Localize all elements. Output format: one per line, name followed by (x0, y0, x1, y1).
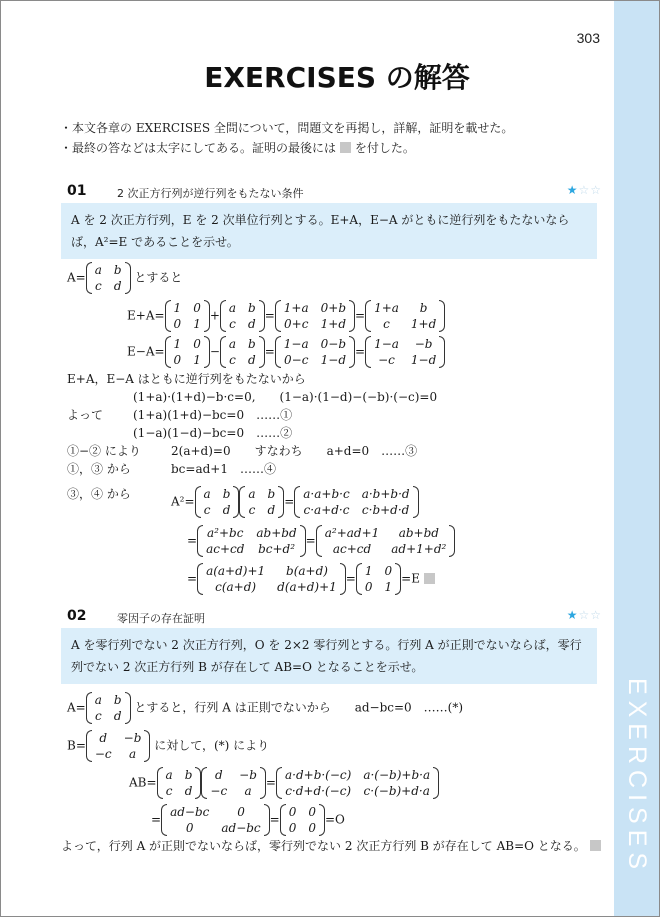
matrix-entry: a (128, 747, 137, 761)
solution-line: ③，④ から (67, 487, 131, 501)
solution-line: ①，③ から (67, 462, 131, 476)
matrix-entry: c (383, 317, 390, 331)
matrix-entry: c·d+d·(−c) (285, 784, 352, 798)
solution-line: A= a b c d とすると (67, 263, 183, 293)
difficulty-stars (567, 608, 602, 622)
matrix-entry: 0 (288, 805, 297, 819)
matrix-entry: ad−bc (170, 805, 210, 819)
matrix-entry: c (94, 709, 102, 723)
page-number: 303 (576, 30, 600, 46)
solution-line: A= a b c d とすると，行列 A は正則でないから ad−bc=0 ……(*) (67, 693, 464, 723)
matrix-entry: 0 (364, 580, 373, 594)
matrix-entry: b (419, 301, 428, 315)
difficulty-stars (567, 183, 602, 197)
matrix-entry: −c (94, 747, 112, 761)
matrix-entry: a (165, 768, 173, 782)
solution-line: (1+a)·(1+d)−b·c=0, (1−a)·(1−d)−(−b)·(−c)=0 (133, 390, 438, 404)
matrix-entry: ab+bd (398, 526, 439, 540)
matrix-entry: b (267, 487, 276, 501)
matrix-entry: d(a+d)+1 (277, 580, 337, 594)
matrix-entry: 0 (185, 821, 194, 835)
matrix-entry: 1+d (320, 317, 347, 331)
matrix-entry: 1−d (320, 353, 347, 367)
matrix-entry: a·b+b·d (361, 487, 410, 501)
solution-line: E−A= 1 0 0 1 − a b c d = 1−a 0−b 0−c 1−d = 1−a −b −c 1−d (127, 336, 445, 368)
exercise-02-header (67, 608, 602, 628)
matrix-entry: a (248, 487, 256, 501)
matrix-entry: a²+ad+1 (324, 526, 380, 540)
matrix-entry: c (203, 503, 211, 517)
matrix-entry: d (113, 279, 122, 293)
qed-square-icon (340, 142, 351, 153)
solution-line: 2(a+d)=0 すなわち a+d=0 ……③ (171, 444, 418, 458)
matrix-entry: −c (210, 784, 228, 798)
matrix-entry: a(a+d)+1 (206, 564, 266, 578)
matrix-entry: −b (123, 731, 142, 745)
matrix-entry: 0−b (320, 337, 347, 351)
matrix-entry: −c (378, 353, 395, 367)
matrix-entry: a·d+b·(−c) (284, 768, 352, 782)
matrix-entry: ac+cd (332, 542, 372, 556)
solution-line: E+A= 1 0 0 1 + a b c d = 1+a 0+b 0+c 1+d = 1+a b c 1+d (127, 300, 445, 332)
matrix-entry: 1 (193, 353, 201, 367)
exercise-title: 2 次正方行列が逆行列をもたない条件 (117, 187, 304, 200)
solution-line: = ad−bc 0 0 ad−bc = 0 0 0 0 =O (151, 805, 345, 835)
exercise-number: 01 (67, 183, 87, 199)
matrix-entry: d (113, 709, 122, 723)
matrix-entry: 0+b (320, 301, 347, 315)
intro-line: ・本文各章の EXERCISES 全問について，問題文を再掲し，詳解，証明を載せた。 (60, 121, 514, 135)
problem-box: A を零行列でない 2 次正方行列，O を 2×2 零行列とする。行列 A が正則でないならば，零行列でない 2 次正方行列 B が存在して AB=O となることを示せ。 (61, 628, 597, 684)
matrix-entry: bc+d² (258, 542, 296, 556)
matrix-entry: 1+a (374, 301, 399, 315)
matrix-entry: d (222, 503, 231, 517)
solution-line: B= d −b −c a に対して，(*) により (67, 731, 270, 761)
matrix-entry: 1+d (410, 317, 437, 331)
matrix-entry: d (248, 317, 256, 331)
matrix-entry: a·(−b)+b·a (363, 768, 431, 782)
matrix-entry: a (203, 487, 211, 501)
matrix-entry: −b (239, 768, 257, 782)
matrix-entry: c(a+d) (215, 580, 257, 594)
matrix-entry: 0 (308, 805, 316, 819)
matrix-entry: a (228, 337, 237, 351)
matrix-entry: 1 (173, 301, 182, 315)
matrix-entry: 0 (173, 353, 182, 367)
matrix-entry: d (184, 784, 193, 798)
matrix-entry: 0 (193, 301, 201, 315)
matrix-entry: b (248, 337, 256, 351)
solution-line: A²= a b c d a b c d = a·a+b·c a·b+b·d c·a+d·c c·b+d·d (171, 486, 419, 518)
star-filled-icon: ★ (566, 183, 579, 197)
solution-line: bc=ad+1 ……④ (171, 462, 276, 476)
exercise-01-header (67, 183, 602, 203)
solution-line: ①−② により (67, 444, 141, 458)
matrix-entry: 1 (173, 337, 182, 351)
matrix-entry: 0−c (284, 353, 309, 367)
page-title: EXERCISES の解答 (204, 61, 470, 94)
matrix-entry: 1+a (283, 301, 309, 315)
matrix-entry: 1 (193, 317, 201, 331)
matrix-entry: 0 (288, 821, 297, 835)
matrix-entry: ac+cd (206, 542, 245, 556)
matrix-entry: 1−a (283, 337, 309, 351)
matrix-entry: 0 (384, 564, 393, 578)
matrix-entry: 1 (364, 564, 373, 578)
matrix-entry: 0 (173, 317, 182, 331)
exercise-title: 零因子の存在証明 (117, 612, 205, 625)
matrix-entry: ad+1+d² (391, 542, 447, 556)
problem-box: A を 2 次正方行列，E を 2 次単位行列とする。E+A，E−A がともに逆行列をもたないならば，A²=E であることを示せ。 (61, 203, 597, 259)
matrix-entry: ad−bc (221, 821, 261, 835)
matrix-entry: b(a+d) (286, 564, 328, 578)
matrix-entry: 0 (193, 337, 201, 351)
matrix-entry: 1−a (374, 337, 399, 351)
matrix-entry: c·(−b)+d·a (363, 784, 430, 798)
matrix-entry: b (248, 301, 256, 315)
matrix-entry: c (229, 317, 236, 331)
matrix-entry: a (244, 784, 252, 798)
matrix-entry: c·b+d·d (361, 503, 410, 517)
matrix-entry: d (214, 768, 223, 782)
matrix-entry: c (94, 279, 102, 293)
matrix-entry: a (94, 693, 102, 707)
matrix-entry: d (267, 503, 276, 517)
matrix-entry: b (222, 487, 231, 501)
matrix-entry: 1 (384, 580, 393, 594)
solution-line: AB= a b c d d −b −c a = a·d+b·(−c) a·(−b)+b·a c·d+d·(−c) c·(−b)+d·a (129, 767, 439, 799)
matrix-entry: b (184, 768, 193, 782)
matrix-entry: a·a+b·c (303, 487, 350, 501)
matrix-entry: c (248, 503, 256, 517)
matrix-entry: c (229, 353, 236, 367)
intro-line: ・最終の答などは太字にしてある。証明の最後には を付した。 (60, 141, 415, 155)
solution-line: = a²+bc ab+bd ac+cd bc+d² = a²+ad+1 ab+bd ac+cd ad+1+d² (187, 525, 455, 557)
matrix-entry: c·a+d·c (303, 503, 350, 517)
matrix-entry: 0+c (284, 317, 309, 331)
matrix-entry: a (94, 263, 102, 277)
matrix-entry: 1−d (410, 353, 437, 367)
star-empty-icon: ☆☆ (578, 608, 602, 622)
exercise-number: 02 (67, 608, 87, 624)
matrix-entry: d (99, 731, 108, 745)
matrix-entry: 0 (308, 821, 316, 835)
solution-line: よって，行列 A が正則でないならば，零行列でない 2 次正方行列 B が存在して AB=O となる。 (61, 838, 601, 854)
solution-line: (1−a)(1−d)−bc=0 ……② (133, 426, 293, 440)
solution-line: E+A，E−A はともに逆行列をもたないから (67, 372, 306, 386)
matrix-entry: ab+bd (256, 526, 297, 540)
matrix-entry: 0 (237, 805, 245, 819)
matrix-entry: b (113, 263, 122, 277)
matrix-entry: d (248, 353, 256, 367)
side-tab-label: EXERCISES (623, 677, 652, 875)
star-empty-icon: ☆☆ (578, 183, 602, 197)
matrix-entry: b (113, 693, 122, 707)
matrix-entry: a²+bc (207, 526, 244, 540)
star-filled-icon: ★ (566, 608, 579, 622)
solution-line: = a(a+d)+1 b(a+d) c(a+d) d(a+d)+1 = 1 0 0 1 =E (187, 563, 435, 595)
solution-line: (1+a)(1+d)−bc=0 ……① (133, 408, 293, 422)
matrix-entry: −b (414, 337, 433, 351)
matrix-entry: c (165, 784, 173, 798)
solution-line: よって (67, 408, 104, 422)
matrix-entry: a (228, 301, 237, 315)
